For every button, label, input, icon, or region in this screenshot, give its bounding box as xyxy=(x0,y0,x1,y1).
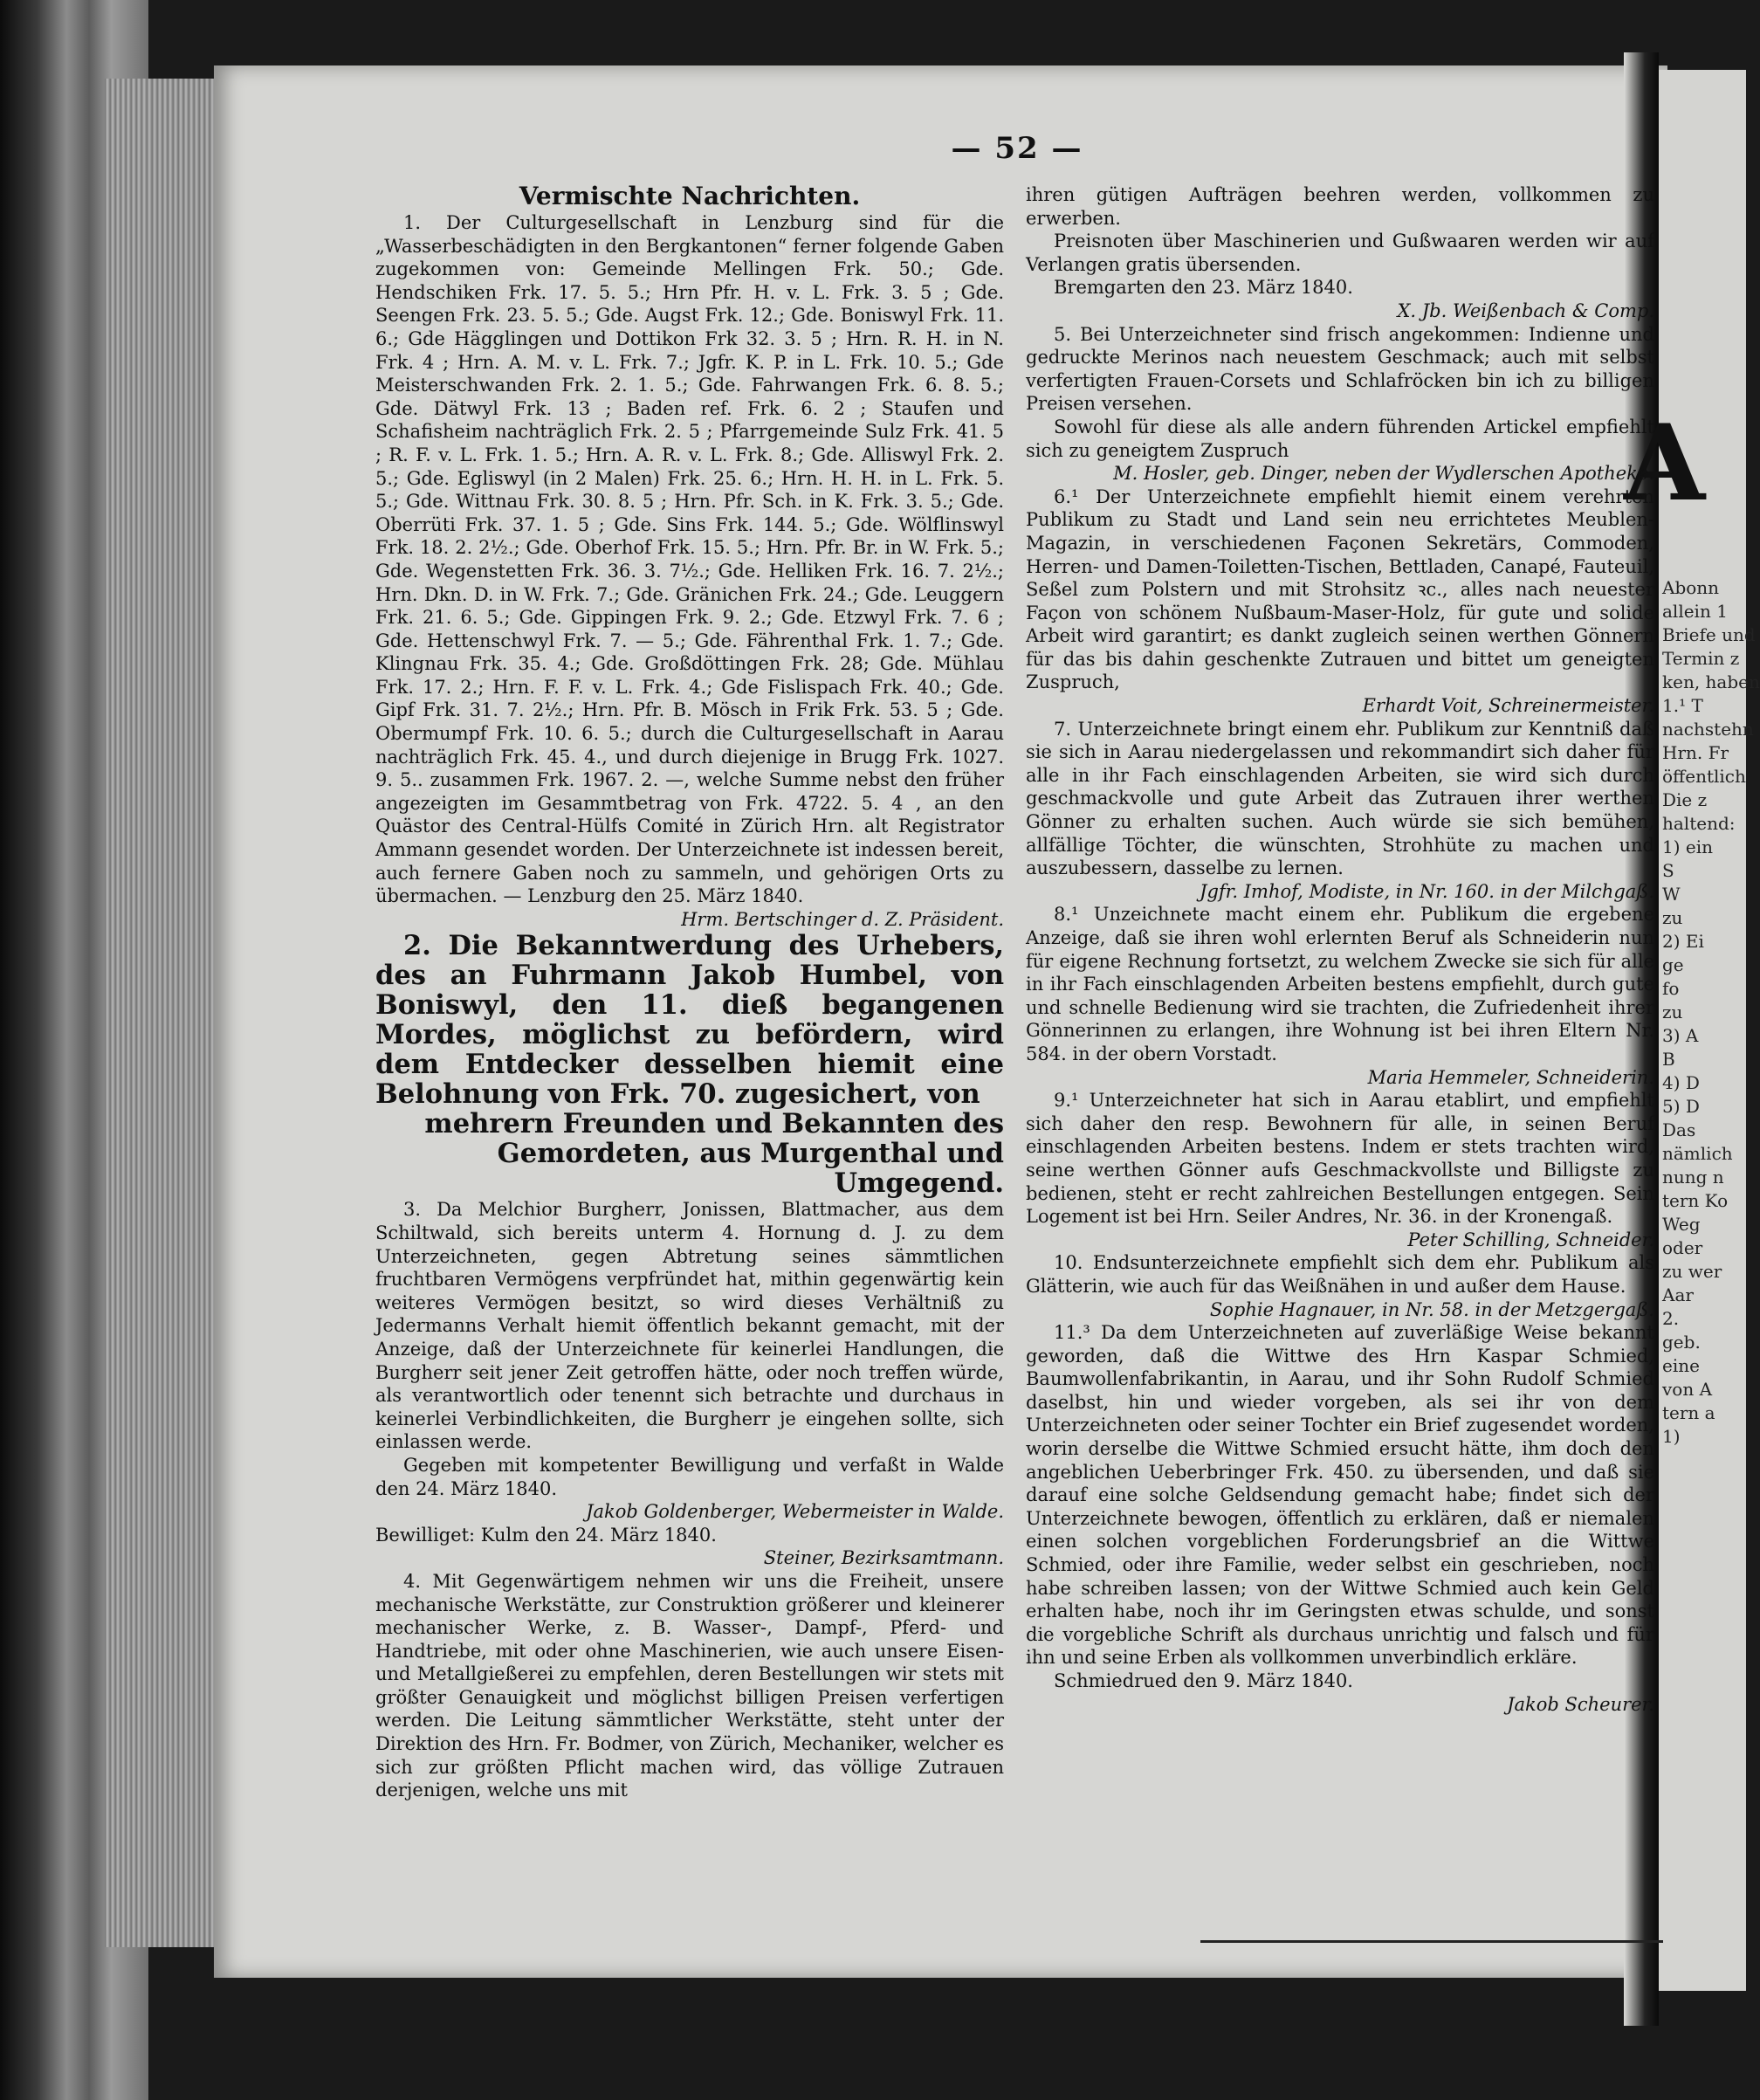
notice-7-signature: Jgfr. Imhof, Modiste, in Nr. 160. in der Milchgaß. xyxy=(1200,880,1654,902)
notice-5-signature: M. Hosler, geb. Dinger, neben der Wydlerschen Apotheke. xyxy=(1113,463,1654,485)
notice-4-continued: ihren gütigen Aufträgen beehren werden, vollkommen zu erwerben. xyxy=(1026,184,1654,229)
next-page-line: 1) ein xyxy=(1662,837,1713,857)
next-page-lines xyxy=(1662,576,1760,1449)
next-page-line: B xyxy=(1662,1049,1675,1070)
next-page-line: 4) D xyxy=(1662,1072,1700,1093)
next-page-line: zu xyxy=(1662,1002,1683,1022)
section-heading: Vermischte Nachrichten. xyxy=(519,182,861,210)
notice-10-text: 10. Endsunterzeichnete empfiehlt sich dem ehr. Publikum als Glätterin, wie auch für das Weißnähen in und außer dem Hause. xyxy=(1026,1252,1654,1297)
next-page-line: zu xyxy=(1662,907,1683,928)
next-page-line: öffentlich xyxy=(1662,766,1746,787)
notice-1-text: 1. Der Culturgesellschaft in Lenzburg sind für die „Wasserbeschädigten in den Bergkantonen“ ferner folgende Gaben zugekommen von: Gemeinde Mellingen Frk. 50.; Gde. Hendschiken Frk. 17. 5. 5.; Hrn Pfr. H. v. L. Frk. 3. 5 ; Gde. Seengen Frk. 23. 5. 5.; Gde. Augst Frk. 12.; Gde. Boniswyl Frk. 11. 6.; Gde Hägglingen und Dottikon Frk 32. 3. 5 ; Hrn. R. H. in N. Frk. 4 ; Hrn. A. M. v. L. Frk. 7.; Jgfr. K. P. in L. Frk. 10. 5.; Gde Meisterschwanden Frk. 2. 1. 5.; Gde. Fahrwangen Frk. 6. 8. 5.; Gde. Dätwyl Frk. 13 ; Baden ref. Frk. 6. 2 ; Staufen und Schafisheim nachträglich Frk. 2. 5 ; Pfarrgemeinde Sulz Frk. 41. 5 ; R. F. v. L. Frk. 1. 5.; Hrn. A. R. v. L. Frk. 8.; Gde. Alliswyl Frk. 2. 5.; Gde. Egliswyl (in 2 Malen) Frk. 25. 6.; Hrn. H. H. in L. Frk. 5. 5.; Gde. Wittnau Frk. 30. 8. 5 ; Hrn. Pfr. Sch. in K. Frk. 3. 5.; Gde. Oberrüti Frk. 37. 1. 5 ; Gde. Sins Frk. 144. 5.; Gde. Wölflinswyl Frk. 18. 2. 2½.; Gde. Oberhof Frk. 15. 5.; Hrn. Pfr. Br. in W. Frk. 5.; Gde. Wegenstetten Frk. 36. 3. 7½.; Gde. Helliken Frk. 16. 7. 2½.; Hrn. Dkn. D. in W. Frk. 7.; Gde. Gränichen Frk. 24.; Gde. Leuggern Frk. 21. 6. 5.; Gde. Gippingen Frk. 9. 2.; Gde. Etzwyl Frk. 7. 6 ; Gde. Hettenschwyl Frk. 7. — 5.; Gde. Fährenthal Frk. 1. 7.; Gde. Klingnau Frk. 35. 4.; Gde. Großdöttingen Frk. 28; Gde. Mühlau Frk. 17. 2.; Hrn. F. F. v. L. Frk. 4.; Gde Fislispach Frk. 40.; Gde. Gipf Frk. 31. 7. 2½.; Hrn. Pfr. B. Mösch in Frik Frk. 53. 5 ; Gde. Obermumpf Frk. 10. 6. 5.; durch die Culturgesellschaft in Aarau nachträglich Frk. 45. 4., und durch diejenige in Brugg Frk. 1027. 9. 5.. zusammen Frk. 1967. 2. —, welche Summe nebst den früher angezeigten im Gesammtbetrag von Frk. 4722. 5. 4 , an den Quästor des Central-Hülfs Comité in Zürich Hrn. alt Registrator Ammann gesendet worden. Der Unterzeichnete ist indessen bereit, auch fernere Gaben noch zu sammeln, und gehörigen Orts zu übermachen. — Lenzburg den 25. März 1840. xyxy=(375,212,1004,907)
next-page-line: S xyxy=(1662,860,1674,881)
next-page-line: eine xyxy=(1662,1355,1700,1376)
next-page-line: 1.¹ T xyxy=(1662,695,1703,716)
next-page-line: Briefe und xyxy=(1662,624,1756,645)
closing-rule xyxy=(1200,1940,1663,1943)
next-page-line: Das xyxy=(1662,1119,1696,1140)
right-column xyxy=(1026,183,1654,1716)
next-page-line: tern a xyxy=(1662,1402,1715,1423)
notice-3-signature-2: Steiner, Bezirksamtmann. xyxy=(763,1547,1004,1569)
next-page-line: nämlich xyxy=(1662,1143,1733,1164)
notice-8-text: 8.¹ Unzeichnete macht einem ehr. Publikum die ergebene Anzeige, daß sie ihren wohl erlernten Beruf als Schneiderin nun für eigene Rechnung fortsetzt, zu welchem Zwecke sie sich für alle in ihr Fach einschlagenden Arbeiten bestens empfiehlt, durch gute und schnelle Bedienung wird sie trachten, die Zufriedenheit ihrer Gönnerinnen zu erlangen, ihre Wohnung ist bei ihren Eltern Nr. 584. in der obern Vorstadt. xyxy=(1026,904,1654,1064)
next-page-line: Hrn. Fr xyxy=(1662,742,1729,763)
page-stack xyxy=(105,79,227,1947)
next-page-line: Abonn xyxy=(1662,577,1720,598)
notice-4-signature: X. Jb. Weißenbach & Comp. xyxy=(1397,300,1654,321)
next-page-line: nung n xyxy=(1662,1167,1724,1188)
next-page-line: geb. xyxy=(1662,1332,1701,1353)
next-page-fragment xyxy=(1659,70,1760,1991)
next-page-line: Aar xyxy=(1662,1284,1694,1305)
notice-3-text: 3. Da Melchior Burgherr, Jonissen, Blattmacher, aus dem Schiltwald, sich bereits unterm 4. Hornung d. J. zu dem Unterzeichneten, gegen Abtretung seines sämmtlichen fruchtbaren Vermögens verpfründet hat, mithin gegenwärtig kein weiteres Vermögen besitzt, so wird dieses Verhältniß zu Jedermanns Verhalt hiemit öffentlich bekannt gemacht, mit der Anzeige, daß der Unterzeichnete für keinerlei Handlungen, die Burgherr seit jener Zeit getroffen hätte, oder noch treffen würde, als verantwortlich oder tenennt sich betrachte und durchaus in keinerlei Verbindlichkeiten, die Burgherr je eingehen sollte, sich einlassen werde. xyxy=(375,1199,1004,1453)
left-column xyxy=(375,183,1004,1802)
next-page-line: Weg xyxy=(1662,1214,1701,1235)
notice-3-signature-1: Jakob Goldenberger, Webermeister in Walde. xyxy=(586,1501,1004,1523)
notice-5-text-b: Sowohl für diese als alle andern führenden Artickel empfiehlt sich zu geneigtem Zuspruch xyxy=(1026,416,1654,461)
next-page-line: von A xyxy=(1662,1379,1713,1400)
notice-9-text: 9.¹ Unterzeichneter hat sich in Aarau etablirt, und empfiehlt sich daher den resp. Bewohnern für alle, in seinen Beruf einschlagenden Arbeiten bestens. Indem er stets trachten wird, seine werthen Gönner aufs Geschmackvollste und Billigste zu bedienen, steht er recht zahlreichen Bestellungen entgegen. Sein Logement ist bei Hrn. Seiler Andres, Nr. 36. in der Kronengaß. xyxy=(1026,1090,1654,1228)
next-page-line: 5) D xyxy=(1662,1096,1700,1117)
notice-2-signature: mehrern Freunden und Bekannten des Gemordeten, aus Murgenthal und Umgegend. xyxy=(424,1108,1004,1200)
next-page-line: nachstehn xyxy=(1662,719,1754,740)
next-page-line: 2. xyxy=(1662,1308,1680,1329)
notice-11-signature: Jakob Scheurer. xyxy=(1507,1693,1654,1715)
notice-10-signature: Sophie Hagnauer, in Nr. 58. in der Metzgergaß. xyxy=(1209,1298,1654,1320)
notice-4-place: Bremgarten den 23. März 1840. xyxy=(1054,277,1353,299)
notice-3-approved: Bewilliget: Kulm den 24. März 1840. xyxy=(375,1524,717,1546)
next-page-line: Die z xyxy=(1662,789,1708,810)
next-page-line: allein 1 xyxy=(1662,601,1728,622)
notice-2-large-text: 2. Die Bekanntwerdung des Urhebers, des an Fuhrmann Jakob Humbel, von Boniswyl, den 11. dieß begangenen Mordes, möglichst zu befördern, wird dem Entdecker desselben hiemit eine Belohnung von Frk. 70. zugesichert, von xyxy=(375,930,1004,1111)
notice-7-text: 7. Unterzeichnete bringt einem ehr. Publikum zur Kenntniß daß sie sich in Aarau niedergelassen und rekommandirt sich daher für alle in ihr Fach einschlagenden Arbeiten, sie wird sich durch geschmackvolle und gute Arbeit das Zutrauen ihrer werthen Gönner zu erhalten suchen. Auch würde sie sich bemühen, allfällige Töchter, die wünschten, Strohhüte zu machen und auszubessern, dasselbe zu lernen. xyxy=(1026,718,1654,879)
next-page-line: haltend: xyxy=(1662,813,1736,834)
next-page-line: fo xyxy=(1662,978,1680,999)
next-page-line: zu wer xyxy=(1662,1261,1722,1282)
notice-1-signature: Hrm. Bertschinger d. Z. Präsident. xyxy=(681,908,1004,930)
notice-8-signature: Maria Hemmeler, Schneiderin. xyxy=(1367,1066,1654,1088)
next-page-line: ken, haben xyxy=(1662,671,1760,692)
notice-4-prices: Preisnoten über Maschinerien und Gußwaaren werden wir auf Verlangen gratis übersenden. xyxy=(1026,231,1654,275)
next-page-line: 2) Ei xyxy=(1662,931,1704,952)
next-page-big-letter: A xyxy=(1624,402,1706,525)
notice-9-signature: Peter Schilling, Schneider. xyxy=(1407,1229,1654,1250)
next-page-line: 3) A xyxy=(1662,1025,1699,1046)
notice-6-text: 6.¹ Der Unterzeichnete empfiehlt hiemit einem verehrten Publikum zu Stadt und Land sein neu errichtetes Meublen-Magazin, in verschiedenen Façonen Sekretärs, Commoden, Herren- und Damen-Toiletten-Tischen, Bettladen, Canapé, Fauteuil, Seßel zum Polstern und mit Strohsitz ꝛc., alles nach neuester Façon von schönem Nußbaum-Maser-Holz, für gute und solide Arbeit wird garantirt; es dankt zugleich seinen werthen Gönnern für das bis dahin geschenkte Zutrauen und bittet um geneigten Zuspruch, xyxy=(1026,485,1654,693)
notice-3-given: Gegeben mit kompetenter Bewilligung und verfaßt in Walde den 24. März 1840. xyxy=(375,1454,1004,1499)
notice-5-text: 5. Bei Unterzeichneter sind frisch angekommen: Indienne und gedruckte Merinos nach neuestem Geschmack; auch mit selbst verfertigten Frauen-Corsets und Schlafröcken bin ich zu billigen Preisen versehen. xyxy=(1026,323,1654,415)
next-page-line: tern Ko xyxy=(1662,1190,1729,1211)
notice-11-text: 11.³ Da dem Unterzeichneten auf zuverläßige Weise bekannt geworden, daß die Wittwe des Hrn Kaspar Schmied, Baumwollenfabrikantin, in Aarau, und ihr Sohn Rudolf Schmied daselbst, hin und wieder vorgeben, als sei ihr von dem Unterzeichneten oder seiner Tochter ein Brief zugesendet worden, worin derselbe die Wittwe Schmied ersucht hätte, ihm doch den angeblichen Ueberbringer Frk. 450. zu übersenden, und daß sie darauf eine solche Geldsendung gemacht habe; findet sich der Unterzeichnete bewogen, öffentlich zu erklären, daß er niemalen einen solchen vorgeblichen Forderungsbrief an die Wittwe Schmied, oder ihre Familie, weder selbst ein geschrieben, noch habe schreiben lassen; von der Wittwe Schmied auch kein Geld erhalten habe, noch ihr im Geringsten etwas schulde, und sonst die vorgebliche Schrift als durchaus unrichtig und falsch und für ihn und seine Erben als vollkommen unverbindlich erkläre. xyxy=(1026,1322,1654,1669)
notice-11-place: Schmiedrued den 9. März 1840. xyxy=(1054,1670,1353,1691)
next-page-line: Termin z xyxy=(1662,648,1740,669)
next-page-line: ge xyxy=(1662,954,1684,975)
notice-4-text: 4. Mit Gegenwärtigem nehmen wir uns die Freiheit, unsere mechanische Werkstätte, zur Construktion größerer und kleinerer mechanischer Werke, z. B. Wasser-, Dampf-, Pferd- und Handtriebe, mit oder ohne Maschinerien, wie auch unsere Eisen- und Metallgießerei zu empfehlen, deren Bestellungen wir stets mit größter Genauigkeit und möglichst billigen Preisen verfertigen werden. Die Leitung sämmtlicher Werkstätte, steht unter der Direktion des Hrn. Fr. Bodmer, von Zürich, Mechaniker, welcher es sich zur größten Pflicht machen wird, das völlige Zutrauen derjenigen, welche uns mit xyxy=(375,1570,1004,1801)
next-page-line: W xyxy=(1662,884,1681,905)
notice-6-signature: Erhardt Voit, Schreinermeister. xyxy=(1362,695,1654,717)
page-number: — 52 — xyxy=(951,131,1083,166)
next-page-line: oder xyxy=(1662,1237,1703,1258)
next-page-line: 1) xyxy=(1662,1426,1681,1447)
